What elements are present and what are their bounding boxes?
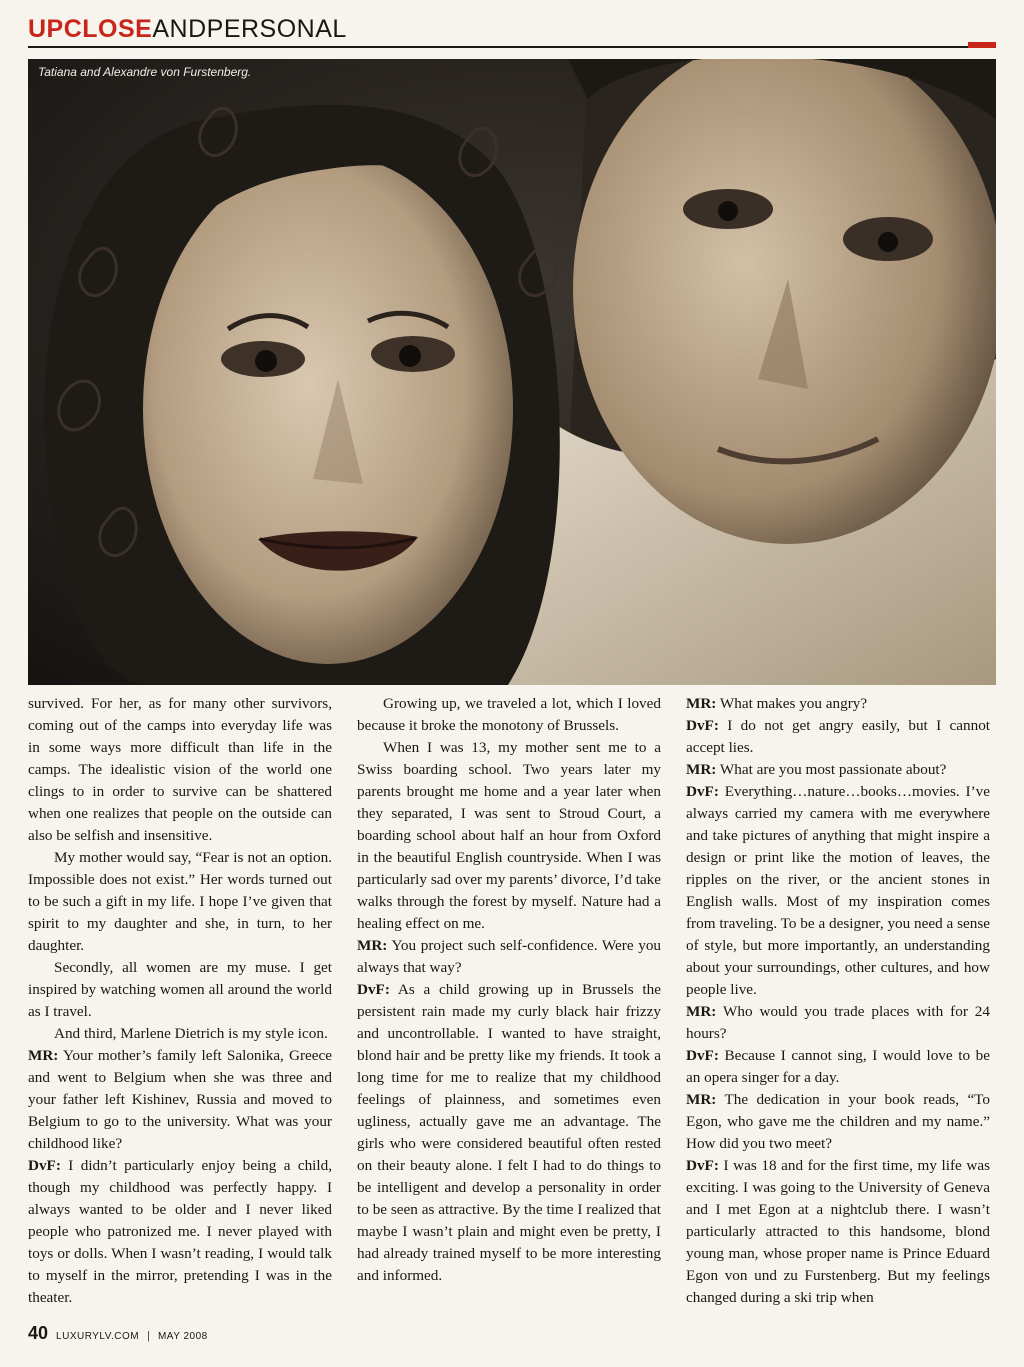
paragraph	[28, 1045, 332, 1155]
issue-date: MAY 2008	[157, 1331, 208, 1342]
title-and: AND	[152, 15, 207, 43]
speaker-label: DvF:	[357, 981, 390, 998]
text-column-3	[686, 693, 990, 1309]
header-accent-tab	[968, 42, 996, 48]
paragraph-text: I didn’t particularly enjoy being a child, though my childhood was perfectly happy. I always wanted to be older and I never liked people who patronized me. I never played with toys or dolls. When I wasn’t reading, I would talk to myself in the mirror, pretending I was in the theater.	[28, 1157, 333, 1306]
paragraph-text: And third, Marlene Dietrich is my style icon.	[54, 1025, 328, 1042]
paragraph	[357, 935, 661, 979]
paragraph-text: The dedication in your book reads, “To Egon, who gave me the children and my name.” How did you two meet?	[686, 1091, 990, 1152]
photo-caption: Tatiana and Alexandre von Furstenberg.	[38, 65, 252, 79]
paragraph	[357, 737, 661, 935]
speaker-label: DvF:	[686, 1047, 719, 1064]
paragraph-text: I was 18 and for the first time, my life was exciting. I was going to the University of Geneva and I met Egon at a nightclub there. I wasn’t particularly attracted to this handsome, blond young man, whose proper name is Prince Eduard Egon von und zu Furstenberg. But my feelings changed during a ski trip when	[686, 1157, 990, 1306]
paragraph-text: You project such self-confidence. Were you always that way?	[357, 937, 662, 976]
speaker-label: DvF:	[28, 1157, 61, 1174]
paragraph-text: What are you most passionate about?	[719, 761, 947, 778]
portrait-illustration	[28, 59, 996, 685]
paragraph	[28, 1023, 332, 1045]
speaker-label: MR:	[686, 1091, 717, 1108]
paragraph	[686, 1089, 990, 1155]
paragraph-text: Your mother’s family left Salonika, Greece and went to Belgium when she was three and your father left Kishinev, Russia and moved to Belgium to go to the university. What was your childhood like?	[28, 1047, 332, 1152]
paragraph	[686, 693, 990, 715]
speaker-label: DvF:	[686, 783, 719, 800]
speaker-label: MR:	[28, 1047, 59, 1064]
portrait-photo	[28, 59, 996, 685]
paragraph	[686, 715, 990, 759]
paragraph	[686, 1045, 990, 1089]
paragraph-text: Everything…nature…books…movies. I’ve always carried my camera with me everywhere and take pictures of anything that might inspire a design or print like the motion of leaves, the ripples on the river, or the ancient stones in English walls. Most of my inspiration comes from traveling. To be a designer, you need a sense of style, but more importantly, an understanding about your surroundings, other cultures, and how people live.	[686, 783, 990, 998]
speaker-label: MR:	[686, 761, 717, 778]
paragraph	[28, 957, 332, 1023]
text-column-1	[28, 693, 332, 1309]
paragraph	[686, 759, 990, 781]
title-personal: PERSONAL	[206, 15, 347, 43]
paragraph-text: As a child growing up in Brussels the persistent rain made my curly black hair frizzy and uncontrollable. I wanted to have straight, blond hair and be pretty like my friends. It took a long time for me to realize that my childhood feelings of plainness, and sometimes even ugliness, actually gave me an advantage. The girls who were considered beautiful often rested on their beauty alone. I felt I had to do things to be intelligent and develop a personality in order to be seen as attractive. By the time I realized that maybe I wasn’t plain and might even be pretty, I had already trained myself to be more interesting and informed.	[357, 981, 661, 1284]
speaker-label: MR:	[357, 937, 388, 954]
speaker-label: DvF:	[686, 717, 719, 734]
paragraph	[357, 693, 661, 737]
paragraph	[28, 847, 332, 957]
section-title	[28, 14, 347, 44]
paragraph	[686, 1001, 990, 1045]
speaker-label: MR:	[686, 695, 717, 712]
paragraph-text: What makes you angry?	[719, 695, 868, 712]
website-link[interactable]: LUXURYLV.COM	[56, 1331, 140, 1342]
paragraph	[357, 979, 661, 1287]
paragraph-text: When I was 13, my mother sent me to a Swiss boarding school. Two years later my parents brought me home and a year later when they separated, I was sent to Stroud Court, a boarding school about half an hour from Oxford in the beautiful English countryside. When I was particularly sad over my parents’ divorce, I’d take walks through the forest by myself. Nature had a healing effect on me.	[357, 739, 661, 932]
title-upclose: UPCLOSE	[28, 15, 153, 43]
speaker-label: MR:	[686, 1003, 717, 1020]
paragraph-text: Growing up, we traveled a lot, which I loved because it broke the monotony of Brussels.	[357, 695, 661, 734]
section-header	[28, 12, 996, 48]
paragraph	[28, 1155, 332, 1309]
speaker-label: DvF:	[686, 1157, 719, 1174]
paragraph-text: I do not get angry easily, but I cannot accept lies.	[686, 717, 991, 756]
text-column-2	[357, 693, 661, 1287]
paragraph	[686, 1155, 990, 1309]
paragraph	[686, 781, 990, 1001]
paragraph-text: Secondly, all women are my muse. I get inspired by watching women all around the world as I travel.	[28, 959, 332, 1020]
paragraph-text: My mother would say, “Fear is not an option. Impossible does not exist.” Her words turned out to be such a gift in my life. I hope I’ve given that spirit to my daughter and she, in turn, to her daughter.	[28, 849, 332, 954]
page-number: 40	[28, 1323, 49, 1343]
paragraph-text: survived. For her, as for many other survivors, coming out of the camps into everyday life was in some ways more difficult than life in the camps. The idealistic vision of the world one clings to in order to survive can be shattered when one realizes that people on the outside can also be selfish and insensitive.	[28, 695, 332, 844]
paragraph-text: Because I cannot sing, I would love to be an opera singer for a day.	[686, 1047, 991, 1086]
paragraph-text: Who would you trade places with for 24 hours?	[686, 1003, 990, 1042]
paragraph	[28, 693, 332, 847]
page-footer	[28, 1323, 208, 1344]
footer-separator: |	[147, 1330, 150, 1342]
